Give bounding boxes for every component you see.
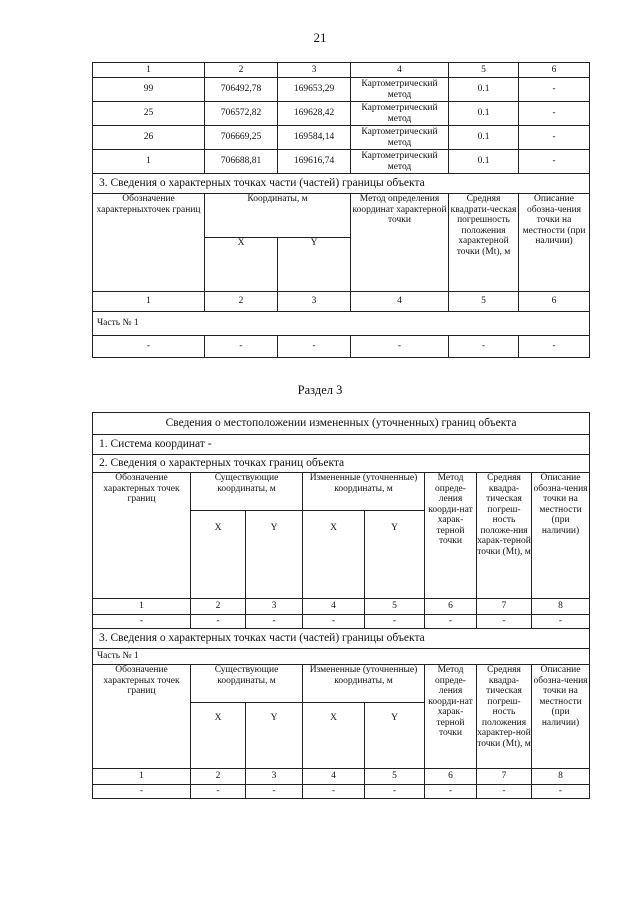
header-description: Описание обозна-чения точки на местности (при наличии) (519, 194, 590, 292)
method: Картометрический метод (351, 150, 449, 174)
table-header-row (93, 473, 590, 511)
table-header-row (93, 63, 590, 78)
table-title: Сведения о местоположении измененных (уточненных) границ объекта (93, 413, 590, 435)
coord-system-row (93, 435, 590, 455)
section-3-title: 3. Сведения о характерных точках части (частей) границы объекта (93, 629, 590, 649)
description: - (519, 102, 590, 126)
column-number: 2 (191, 769, 246, 785)
column-number: 6 (425, 599, 477, 615)
table-row (93, 126, 590, 150)
empty-cell: - (246, 615, 303, 629)
coordinate-system: 1. Система координат - (93, 435, 590, 455)
table-header-row (93, 665, 590, 703)
column-number: 1 (93, 599, 191, 615)
column-number: 2 (205, 292, 278, 312)
header-x: X (303, 511, 365, 599)
empty-cell: - (425, 785, 477, 799)
header-mean-error: Средняя квадра-тическая погреш-ность положе-ния харак-терной точки (Mt), м (477, 473, 532, 599)
header-existing-coordinates: Существующие координаты, м (191, 665, 303, 703)
column-number: 8 (532, 769, 590, 785)
column-number: 4 (351, 63, 449, 78)
header-x: X (191, 703, 246, 769)
empty-cell: - (93, 336, 205, 358)
empty-cell: - (205, 336, 278, 358)
empty-cell: - (93, 615, 191, 629)
table-row (93, 615, 590, 629)
header-y: Y (278, 238, 351, 292)
column-numbers-row (93, 769, 590, 785)
table-row (93, 336, 590, 358)
section-title-row (93, 629, 590, 649)
point-designation: 26 (93, 126, 205, 150)
part-label-row (93, 312, 590, 336)
column-number: 3 (278, 292, 351, 312)
coordinate-x: 706572,82 (205, 102, 278, 126)
header-y: Y (365, 703, 425, 769)
empty-cell: - (278, 336, 351, 358)
mean-error: 0.1 (449, 78, 519, 102)
page-number: 21 (313, 30, 327, 45)
empty-cell: - (425, 615, 477, 629)
header-changed-coordinates: Измененные (уточненные) координаты, м (303, 473, 425, 511)
header-method: Метод опреде-ления коорди-нат харак-терной точки (425, 473, 477, 599)
title-row (93, 413, 590, 435)
coordinate-x: 706688,81 (205, 150, 278, 174)
header-y: Y (365, 511, 425, 599)
coordinate-x: 706669,25 (205, 126, 278, 150)
header-y: Y (246, 703, 303, 769)
section-title-row (93, 455, 590, 473)
header-designation: Обозначение характерныхточек границ (93, 194, 205, 292)
column-number: 1 (93, 63, 205, 78)
coordinate-y: 169653,29 (278, 78, 351, 102)
column-number: 6 (425, 769, 477, 785)
column-number: 4 (351, 292, 449, 312)
mean-error: 0.1 (449, 102, 519, 126)
table-header-row (93, 194, 590, 238)
header-x: X (303, 703, 365, 769)
empty-cell: - (246, 785, 303, 799)
section-3-title: 3. Сведения о характерных точках части (частей) границы объекта (93, 174, 590, 194)
header-description: Описание обозна-чения точки на местности (при наличии) (532, 473, 590, 599)
mean-error: 0.1 (449, 126, 519, 150)
part-label-row (93, 649, 590, 665)
header-existing-coordinates: Существующие координаты, м (191, 473, 303, 511)
header-mean-error: Средняя квадрати-ческая погрешность положения характерной точки (Mt), м (449, 194, 519, 292)
header-x: X (191, 511, 246, 599)
empty-cell: - (303, 615, 365, 629)
header-x: X (205, 238, 278, 292)
column-numbers-row (93, 292, 590, 312)
header-changed-coordinates: Измененные (уточненные) координаты, м (303, 665, 425, 703)
column-number: 3 (246, 599, 303, 615)
method: Картометрический метод (351, 126, 449, 150)
empty-cell: - (303, 785, 365, 799)
description: - (519, 78, 590, 102)
column-number: 7 (477, 769, 532, 785)
point-designation: 1 (93, 150, 205, 174)
description: - (519, 150, 590, 174)
header-method: Метод определения координат характерной точки (351, 194, 449, 292)
column-number: 6 (519, 63, 590, 78)
column-number: 2 (205, 63, 278, 78)
coordinate-y: 169616,74 (278, 150, 351, 174)
empty-cell: - (191, 785, 246, 799)
table-row (93, 102, 590, 126)
column-number: 1 (93, 769, 191, 785)
mean-error: 0.1 (449, 150, 519, 174)
column-number: 4 (303, 769, 365, 785)
coordinate-y: 169628,42 (278, 102, 351, 126)
section-title-row (93, 174, 590, 194)
table-row (93, 78, 590, 102)
column-number: 5 (365, 769, 425, 785)
header-designation: Обозначение характерных точек границ (93, 473, 191, 599)
column-number: 1 (93, 292, 205, 312)
table-row (93, 785, 590, 799)
description: - (519, 126, 590, 150)
part-label: Часть № 1 (93, 312, 590, 336)
empty-cell: - (532, 615, 590, 629)
coordinate-x: 706492,78 (205, 78, 278, 102)
column-number: 5 (365, 599, 425, 615)
empty-cell: - (93, 785, 191, 799)
column-number: 6 (519, 292, 590, 312)
header-y: Y (246, 511, 303, 599)
empty-cell: - (365, 615, 425, 629)
header-designation: Обозначение характерных точек границ (93, 665, 191, 769)
coordinate-y: 169584,14 (278, 126, 351, 150)
section-heading: Раздел 3 (297, 383, 343, 397)
changed-boundaries-table (92, 412, 590, 799)
empty-cell: - (519, 336, 590, 358)
empty-cell: - (365, 785, 425, 799)
header-coordinates: Координаты, м (205, 194, 351, 238)
top-coordinates-table (92, 62, 590, 358)
column-number: 2 (191, 599, 246, 615)
column-number: 5 (449, 292, 519, 312)
empty-cell: - (532, 785, 590, 799)
column-number: 4 (303, 599, 365, 615)
column-number: 3 (246, 769, 303, 785)
empty-cell: - (477, 785, 532, 799)
method: Картометрический метод (351, 78, 449, 102)
point-designation: 25 (93, 102, 205, 126)
section-2-title: 2. Сведения о характерных точках границ объекта (93, 455, 590, 473)
point-designation: 99 (93, 78, 205, 102)
method: Картометрический метод (351, 102, 449, 126)
column-number: 5 (449, 63, 519, 78)
header-mean-error: Средняя квадра-тическая погреш-ность положения характер-ной точки (Mt), м (477, 665, 532, 769)
empty-cell: - (449, 336, 519, 358)
empty-cell: - (191, 615, 246, 629)
column-numbers-row (93, 599, 590, 615)
header-method: Метод опреде-ления коорди-нат харак-терной точки (425, 665, 477, 769)
column-number: 3 (278, 63, 351, 78)
empty-cell: - (477, 615, 532, 629)
column-number: 8 (532, 599, 590, 615)
header-description: Описание обозна-чения точки на местности (при наличии) (532, 665, 590, 769)
column-number: 7 (477, 599, 532, 615)
part-label: Часть № 1 (93, 649, 590, 665)
empty-cell: - (351, 336, 449, 358)
table-row (93, 150, 590, 174)
